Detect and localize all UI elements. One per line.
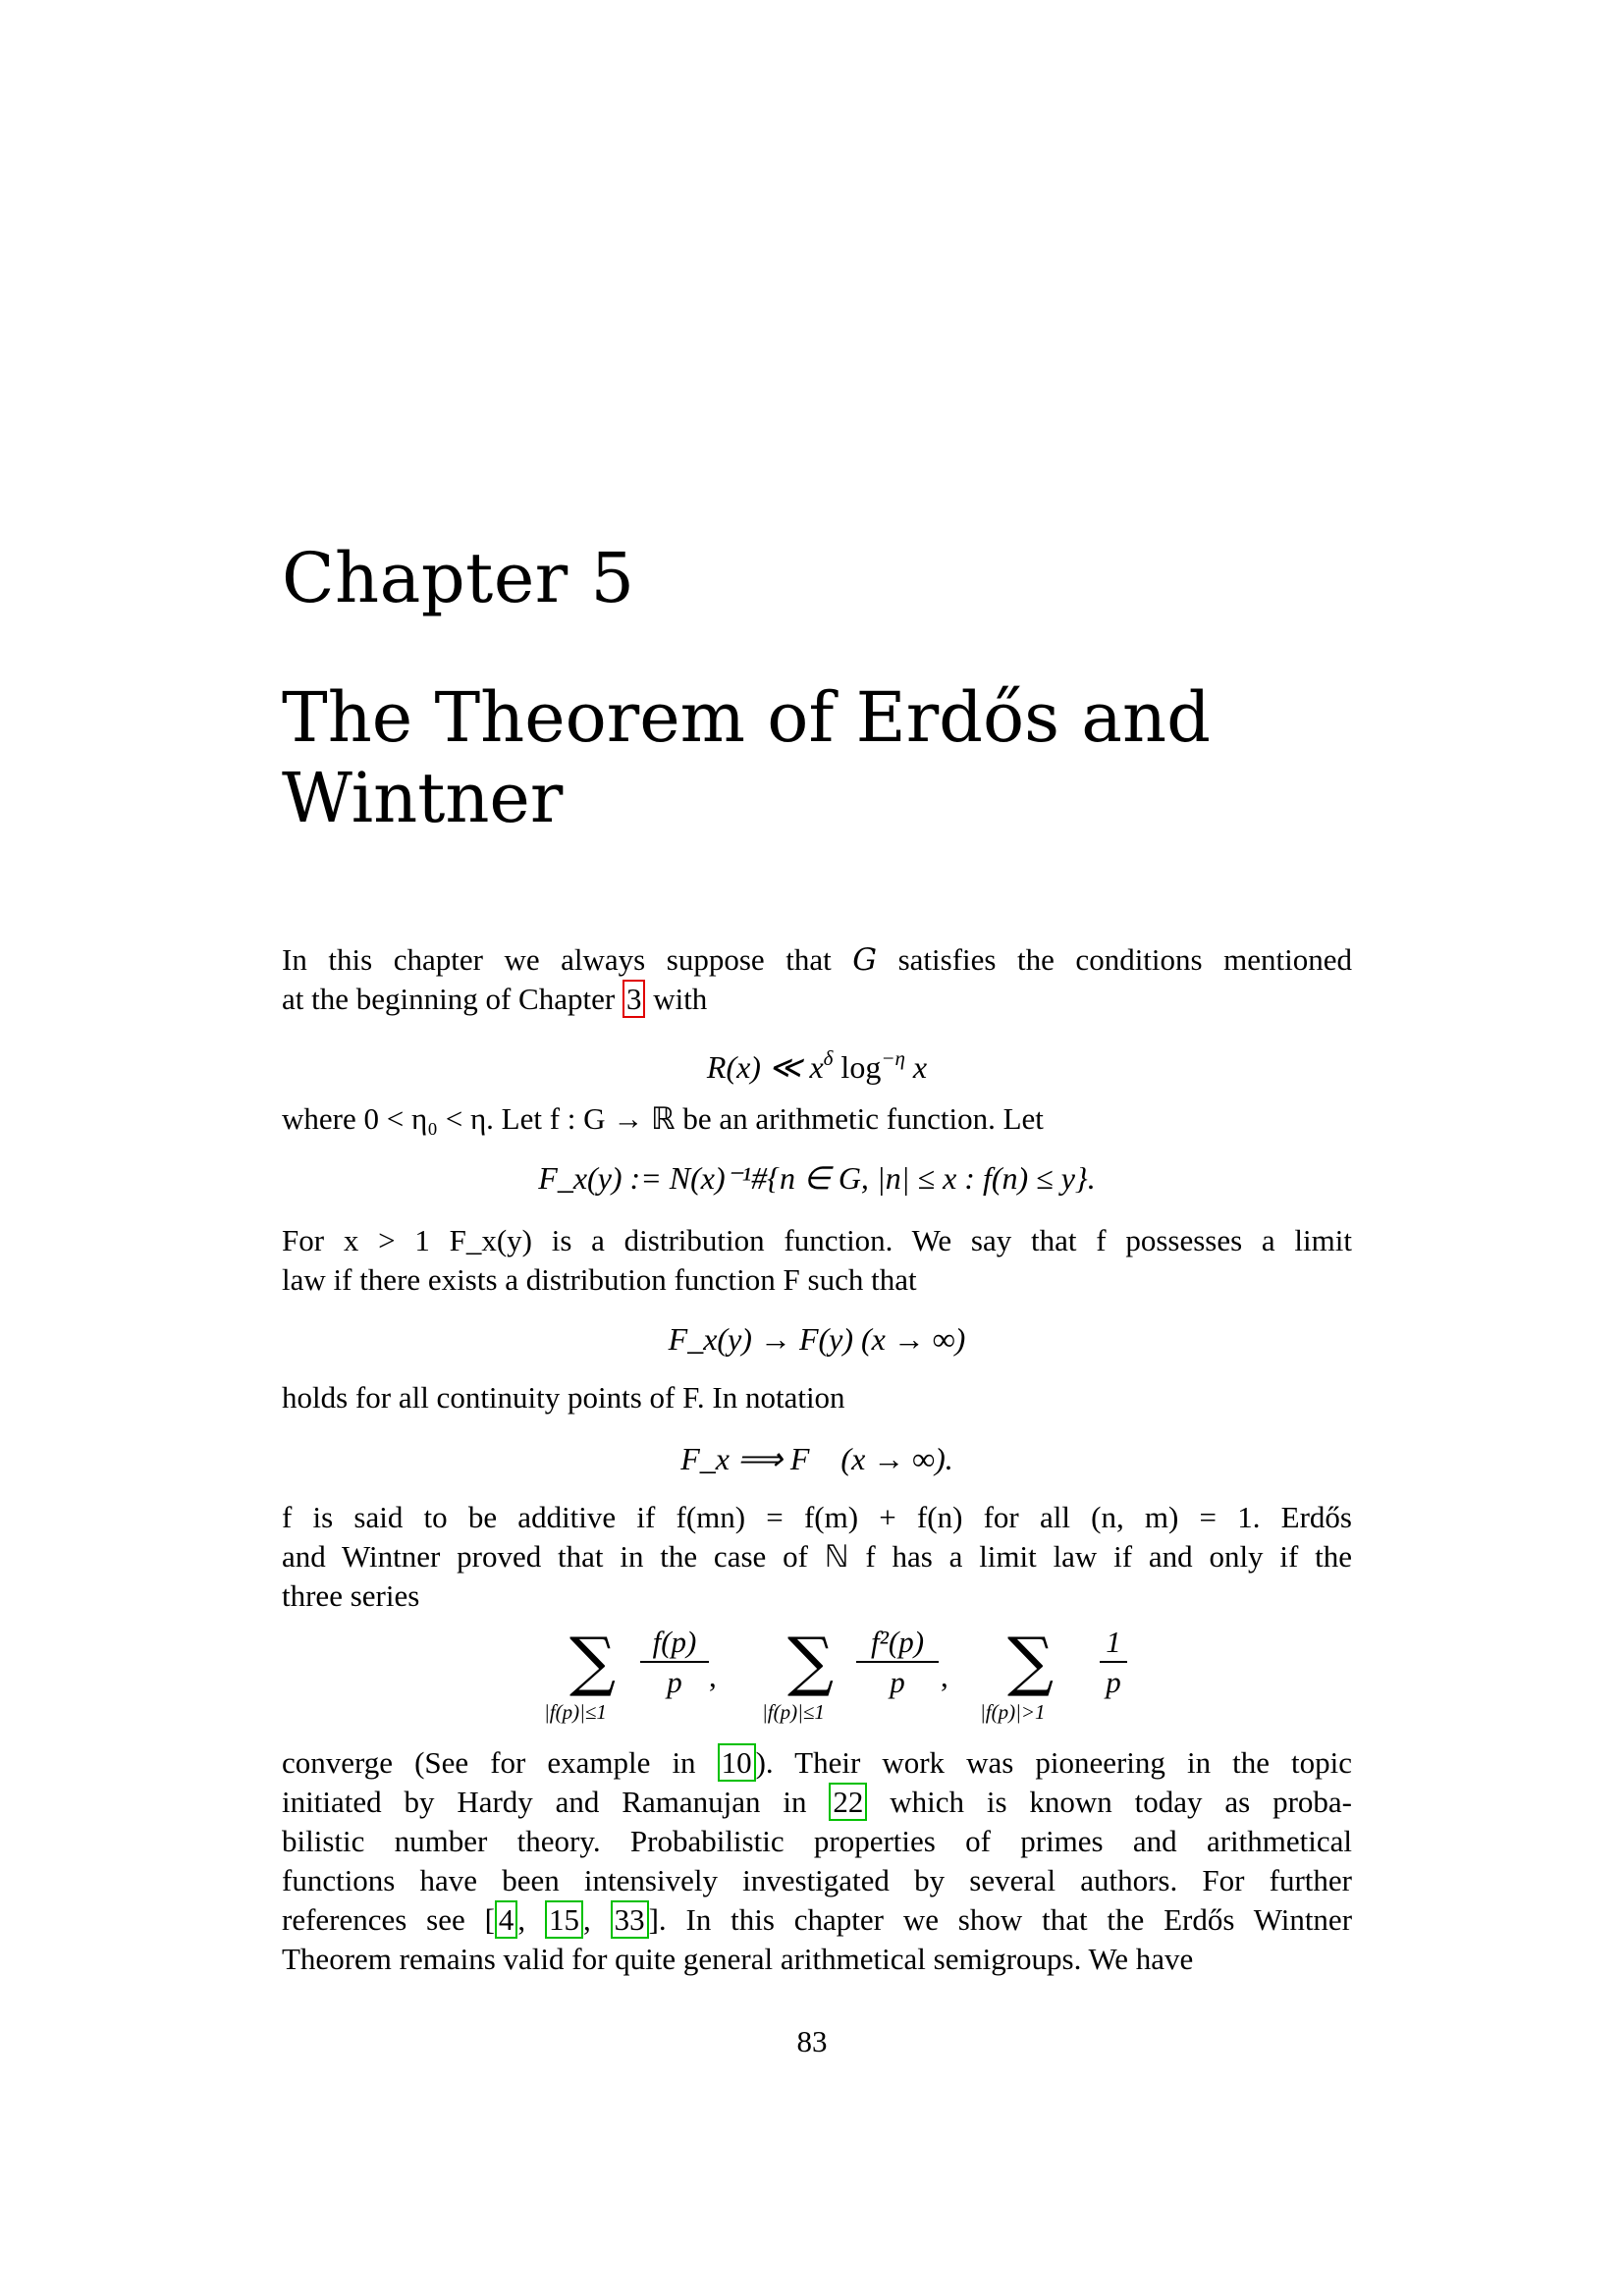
text-fragment: at the beginning of Chapter bbox=[282, 982, 623, 1016]
equation-part: log bbox=[833, 1049, 882, 1085]
paragraph-converge bbox=[282, 1743, 1352, 1979]
paragraph-intro bbox=[282, 940, 1352, 1019]
series-fraction bbox=[640, 1624, 709, 1702]
text-line: law if there exists a distribution function F such that bbox=[282, 1262, 917, 1297]
paragraph-additive bbox=[282, 1498, 1352, 1616]
text-fragment: ). Their work was pioneering in the topic bbox=[755, 1745, 1353, 1780]
paragraph-distribution bbox=[282, 1221, 1352, 1300]
text-fragment: , bbox=[583, 1902, 611, 1937]
equation-1 bbox=[282, 1039, 1352, 1087]
chapter-title bbox=[282, 677, 1362, 838]
text-fragment: which is known today as proba- bbox=[867, 1785, 1352, 1819]
series-fraction bbox=[856, 1624, 939, 1702]
text-fragment: with bbox=[645, 982, 708, 1016]
chapter-number: Chapter 5 bbox=[282, 538, 635, 618]
text-fragment: converge (See for example in bbox=[282, 1745, 718, 1780]
citation-link[interactable]: 22 bbox=[829, 1783, 867, 1821]
three-series-display bbox=[530, 1620, 1139, 1728]
text-fragment: initiated by Hardy and Ramanujan in bbox=[282, 1785, 830, 1819]
sigma-symbol: ∑ bbox=[787, 1624, 835, 1699]
chapter-reference-link[interactable]: 3 bbox=[623, 980, 646, 1018]
text-line: Theorem remains valid for quite general arithmetical semigroups. We have bbox=[282, 1942, 1194, 1976]
text-line: For x > 1 F_x(y) is a distribution function. We say that f possesses a limit bbox=[282, 1223, 1352, 1257]
equation-part: R(x) ≪ x bbox=[706, 1049, 824, 1085]
chapter-title-line-1: The Theorem of Erdős and bbox=[282, 677, 1211, 758]
citation-link[interactable]: 10 bbox=[718, 1743, 756, 1782]
series-separator: , bbox=[941, 1659, 948, 1693]
fraction-denominator: p bbox=[667, 1665, 682, 1699]
series-1 bbox=[530, 1620, 717, 1728]
sigma-symbol: ∑ bbox=[569, 1624, 617, 1699]
series-subscript: |f(p)|≤1 bbox=[544, 1700, 607, 1724]
series-separator: , bbox=[709, 1659, 717, 1693]
sigma-symbol: ∑ bbox=[1007, 1624, 1055, 1699]
text-line bbox=[282, 980, 1352, 1019]
text-fragment: In this chapter we always suppose that bbox=[282, 942, 853, 977]
math-symbol: G bbox=[852, 942, 878, 978]
series-2 bbox=[748, 1620, 954, 1728]
chapter-title-line-2: Wintner bbox=[282, 758, 564, 838]
text-line: and Wintner proved that in the case of ℕ f has a limit law if and only if the bbox=[282, 1539, 1352, 1574]
text-line: holds for all continuity points of F. In notation bbox=[282, 1380, 845, 1415]
text-fragment: , bbox=[517, 1902, 545, 1937]
text-fragment: references see bbox=[282, 1902, 485, 1937]
fraction-numerator: 1 bbox=[1106, 1625, 1121, 1659]
text-line: f is said to be additive if f(mn) = f(m) + f(n) for all (n, m) = 1. Erdős bbox=[282, 1500, 1352, 1534]
text-line bbox=[282, 1743, 1352, 1783]
fraction-denominator: p bbox=[890, 1665, 905, 1699]
text-line: functions have been intensively investigated by several authors. For further bbox=[282, 1863, 1352, 1897]
series-subscript: |f(p)|>1 bbox=[980, 1700, 1046, 1724]
equation-superscript: −η bbox=[881, 1046, 905, 1070]
text-fragment: . In this chapter we show that the Erdős Wintner bbox=[658, 1902, 1353, 1937]
citation-link[interactable]: 4 bbox=[495, 1900, 518, 1939]
text-line bbox=[282, 1783, 1352, 1822]
text-line bbox=[282, 940, 1352, 980]
page-number: 83 bbox=[796, 2024, 828, 2058]
equation-3: F_x(y) → F(y) (x → ∞) bbox=[668, 1321, 966, 1357]
text-line: where 0 < η₀ < η. Let f : G → ℝ be an arithmetic function. Let bbox=[282, 1101, 1044, 1136]
equation-4: F_x ⟹ F (x → ∞). bbox=[680, 1441, 953, 1476]
citation-link[interactable]: 15 bbox=[545, 1900, 583, 1939]
series-subscript: |f(p)|≤1 bbox=[762, 1700, 825, 1724]
fraction-denominator: p bbox=[1106, 1665, 1121, 1699]
series-fraction bbox=[1100, 1624, 1127, 1702]
equation-part: x bbox=[904, 1049, 928, 1085]
text-line: references see [ 4 , 15 , 33 ]. In this chapter we show that the Erdős Wintner bbox=[282, 1902, 1353, 1937]
equation-superscript: δ bbox=[823, 1046, 834, 1070]
fraction-numerator: f²(p) bbox=[870, 1625, 925, 1659]
text-fragment: satisfies the conditions mentioned bbox=[877, 942, 1353, 977]
citation-link[interactable]: 33 bbox=[611, 1900, 649, 1939]
text-line: three series bbox=[282, 1578, 420, 1613]
paragraph-continuity bbox=[282, 1378, 1352, 1417]
series-3 bbox=[968, 1620, 1145, 1728]
text-line: bilistic number theory. Probabilistic properties of primes and arithmetical bbox=[282, 1824, 1352, 1858]
paragraph-where bbox=[282, 1099, 1352, 1139]
equation-2: F_x(y) := N(x)⁻¹#{n ∈ G, |n| ≤ x : f(n) ≤ y}. bbox=[538, 1160, 1096, 1196]
fraction-numerator: f(p) bbox=[652, 1625, 697, 1659]
